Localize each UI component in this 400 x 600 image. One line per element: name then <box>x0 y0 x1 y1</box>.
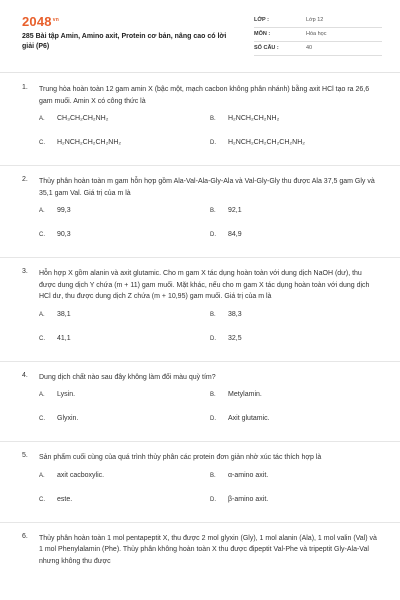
option-text: 41,1 <box>57 334 71 342</box>
meta-value: Hóa học <box>306 31 327 37</box>
option-text: Metylamin. <box>228 391 262 398</box>
answer-options <box>22 309 380 355</box>
option-label: A. <box>39 392 45 398</box>
option-label: A. <box>39 311 45 318</box>
answer-option-a[interactable] <box>39 207 209 214</box>
answer-option-d[interactable] <box>210 139 380 146</box>
question-divider <box>0 522 400 523</box>
option-label: B. <box>210 311 216 318</box>
brand-suffix: vn <box>52 16 59 23</box>
question-number: 3. <box>22 268 28 275</box>
answer-option-b[interactable] <box>210 311 380 318</box>
document-title: 285 Bài tập Amin, Amino axit, Protein cơ bản, nâng cao có lời giải (P6) <box>22 33 227 50</box>
meta-row-count <box>254 42 382 56</box>
question-3 <box>22 264 380 355</box>
answer-option-b[interactable] <box>210 472 380 479</box>
question-number: 2. <box>22 176 28 183</box>
option-text: 90,3 <box>57 231 71 238</box>
meta-table <box>254 14 382 56</box>
question-divider <box>0 361 400 362</box>
question-4 <box>22 368 380 436</box>
question-list <box>0 80 400 567</box>
answer-option-d[interactable] <box>210 335 380 342</box>
answer-option-c[interactable] <box>39 231 209 238</box>
option-label: C. <box>39 140 45 146</box>
answer-option-b[interactable] <box>210 115 380 122</box>
option-label: B. <box>210 208 216 214</box>
question-divider <box>0 165 400 166</box>
answer-option-a[interactable] <box>39 472 209 479</box>
option-text: 84,9 <box>228 231 242 238</box>
question-divider <box>0 257 400 258</box>
question-text: Trung hòa hoàn toàn 12 gam amin X (bậc một, mạch cacbon không phân nhánh) bằng axit HCl tạo ra 26,6 gam muối. Amin X có công thức là <box>39 86 370 105</box>
option-text: 92,1 <box>228 207 242 214</box>
option-label: A. <box>39 472 45 479</box>
option-text: H₂NCH₂CH₂CH₂CH₂NH₂ <box>228 139 305 146</box>
question-number: 4. <box>22 371 28 379</box>
option-label: D. <box>210 335 216 342</box>
answer-option-c[interactable] <box>39 335 209 342</box>
meta-row-subject <box>254 28 382 42</box>
answer-option-a[interactable] <box>39 115 209 122</box>
meta-value: 40 <box>306 45 313 51</box>
option-label: C. <box>39 496 45 503</box>
meta-key: SỐ CÂU : <box>254 45 279 51</box>
option-text: Axit glutamic. <box>228 415 270 422</box>
option-text: Glyxin. <box>57 415 79 422</box>
question-5 <box>22 448 380 516</box>
answer-option-a[interactable] <box>39 311 209 318</box>
question-1 <box>22 80 380 159</box>
answer-options <box>22 205 380 251</box>
option-text: α-amino axit. <box>228 471 269 479</box>
question-6 <box>22 529 380 568</box>
question-text: Dung dịch chất nào sau đây không làm đổi màu quỳ tím? <box>39 373 216 381</box>
brand-logo[interactable] <box>22 14 59 29</box>
question-divider <box>0 441 400 442</box>
answer-option-c[interactable] <box>39 496 209 503</box>
question-2 <box>22 172 380 251</box>
option-label: D. <box>210 416 216 422</box>
option-label: D. <box>210 232 216 238</box>
document-header <box>22 12 382 64</box>
question-text: Thủy phân hoàn toàn m gam hỗn hợp gồm Ala-Val-Ala-Gly-Ala và Val-Gly-Gly thu được Ala 37,5 gam Gly và 35,1 gam Val. Giá trị của m là <box>39 178 375 197</box>
option-text: 99,3 <box>57 207 71 214</box>
option-text: β-amino axit. <box>228 495 269 503</box>
answer-option-b[interactable] <box>210 207 380 214</box>
answer-option-d[interactable] <box>210 231 380 238</box>
question-text: Hỗn hợp X gồm alanin và axit glutamic. Cho m gam X tác dụng hoàn toàn với dung dịch NaOH (dư), thu được dung dịch Y chứa (m + 11) gam muối. Mặt khác, nếu cho m gam X tác dụng hoàn toàn với dung dịch HCl dư, thu được dung dịch Z chứa (m + 10,95) gam muối. Giá trị của m là <box>39 270 370 300</box>
meta-key: MÔN : <box>254 31 271 37</box>
option-text: 38,1 <box>57 310 71 318</box>
answer-option-c[interactable] <box>39 415 209 422</box>
option-label: D. <box>210 496 216 503</box>
question-number: 6. <box>22 532 28 540</box>
option-label: C. <box>39 335 45 342</box>
answer-option-a[interactable] <box>39 391 209 398</box>
question-text: Thủy phân hoàn toàn 1 mol pentapeptit X, thu được 2 mol glyxin (Gly), 1 mol alanin (Ala), 1 mol valin (Val) và 1 mol Phenylalamin (Phe). Thủy phân không hoàn toàn X thu được đipeptit Val-Phe và tripeptit Gly-Ala-Val nhưng không thu được <box>39 534 377 565</box>
option-label: C. <box>39 416 45 422</box>
answer-options <box>22 389 380 435</box>
answer-options <box>22 470 380 516</box>
meta-key: LỚP : <box>254 17 269 23</box>
option-text: H₂NCH₂CH₂CH₂NH₂ <box>57 139 122 146</box>
question-number: 1. <box>22 84 28 91</box>
answer-option-d[interactable] <box>210 496 380 503</box>
option-label: C. <box>39 232 45 238</box>
option-text: Lysin. <box>57 391 76 398</box>
answer-option-b[interactable] <box>210 391 380 398</box>
meta-value: Lớp 12 <box>306 17 324 23</box>
question-text: Sản phẩm cuối cùng của quá trình thủy phân các protein đơn giản nhờ xúc tác thích hợp là <box>39 454 322 461</box>
option-label: B. <box>210 392 216 398</box>
option-label: A. <box>39 116 45 122</box>
option-text: 38,3 <box>228 310 242 318</box>
option-label: D. <box>210 140 216 146</box>
option-text: 32,5 <box>228 334 242 342</box>
meta-row-class <box>254 14 382 28</box>
question-number: 5. <box>22 452 28 459</box>
option-label: B. <box>210 472 216 479</box>
option-text: axit cacboxylic. <box>57 471 105 479</box>
option-text: H₂NCH₂CH₂NH₂ <box>228 115 280 122</box>
option-label: B. <box>210 116 216 122</box>
header-divider <box>0 72 400 73</box>
answer-option-d[interactable] <box>210 415 380 422</box>
option-text: CH₃CH₂CH₂NH₂ <box>57 115 109 122</box>
answer-options <box>22 113 380 159</box>
option-label: A. <box>39 208 45 214</box>
option-text: este. <box>57 495 73 503</box>
answer-option-c[interactable] <box>39 139 209 146</box>
brand-name: 2048 <box>22 14 52 29</box>
